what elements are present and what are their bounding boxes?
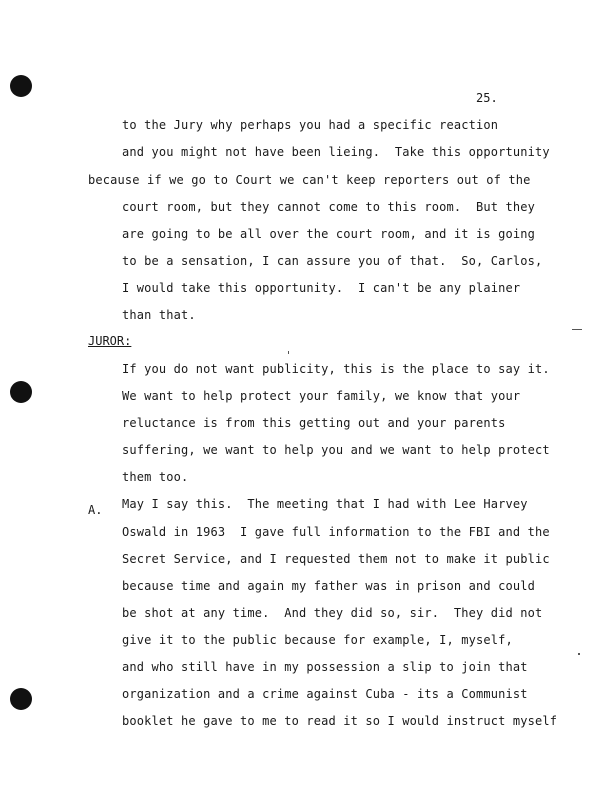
transcript-line: Secret Service, and I requested them not to make it public bbox=[122, 552, 550, 566]
scan-mark bbox=[578, 653, 580, 655]
transcript-line: to be a sensation, I can assure you of that. So, Carlos, bbox=[122, 254, 543, 268]
transcript-line: court room, but they cannot come to this room. But they bbox=[122, 200, 535, 214]
transcript-line: because time and again my father was in prison and could bbox=[122, 579, 535, 593]
transcript-line: to the Jury why perhaps you had a specific reaction bbox=[122, 118, 499, 132]
transcript-line: them too. bbox=[122, 470, 189, 484]
transcript-line: and who still have in my possession a slip to join that bbox=[122, 660, 528, 674]
transcript-line: are going to be all over the court room, and it is going bbox=[122, 227, 535, 241]
transcript-line: I would take this opportunity. I can't be any plainer bbox=[122, 281, 521, 295]
scan-mark bbox=[288, 351, 289, 354]
punch-hole-top bbox=[10, 75, 32, 97]
transcript-line: May I say this. The meeting that I had with Lee Harvey bbox=[122, 497, 528, 511]
transcript-line: and you might not have been lieing. Take this opportunity bbox=[122, 145, 550, 159]
transcript-line: organization and a crime against Cuba - its a Communist bbox=[122, 687, 528, 701]
transcript-line: reluctance is from this getting out and your parents bbox=[122, 416, 506, 430]
transcript-line: than that. bbox=[122, 308, 196, 322]
page-number: 25. bbox=[476, 91, 498, 105]
transcript-line: suffering, we want to help you and we want to help protect bbox=[122, 443, 550, 457]
speaker-label: JUROR: bbox=[88, 334, 132, 348]
scan-mark bbox=[572, 329, 582, 330]
transcript-line: give it to the public because for example, I, myself, bbox=[122, 633, 513, 647]
punch-hole-middle bbox=[10, 381, 32, 403]
transcript-line: because if we go to Court we can't keep reporters out of the bbox=[88, 173, 531, 187]
answer-marker: A. bbox=[88, 503, 103, 517]
transcript-line: be shot at any time. And they did so, sir. They did not bbox=[122, 606, 543, 620]
punch-hole-bottom bbox=[10, 688, 32, 710]
transcript-line: We want to help protect your family, we know that your bbox=[122, 389, 521, 403]
transcript-line: booklet he gave to me to read it so I would instruct myself bbox=[122, 714, 558, 728]
transcript-line: If you do not want publicity, this is the place to say it. bbox=[122, 362, 550, 376]
transcript-line: Oswald in 1963 I gave full information to the FBI and the bbox=[122, 525, 550, 539]
